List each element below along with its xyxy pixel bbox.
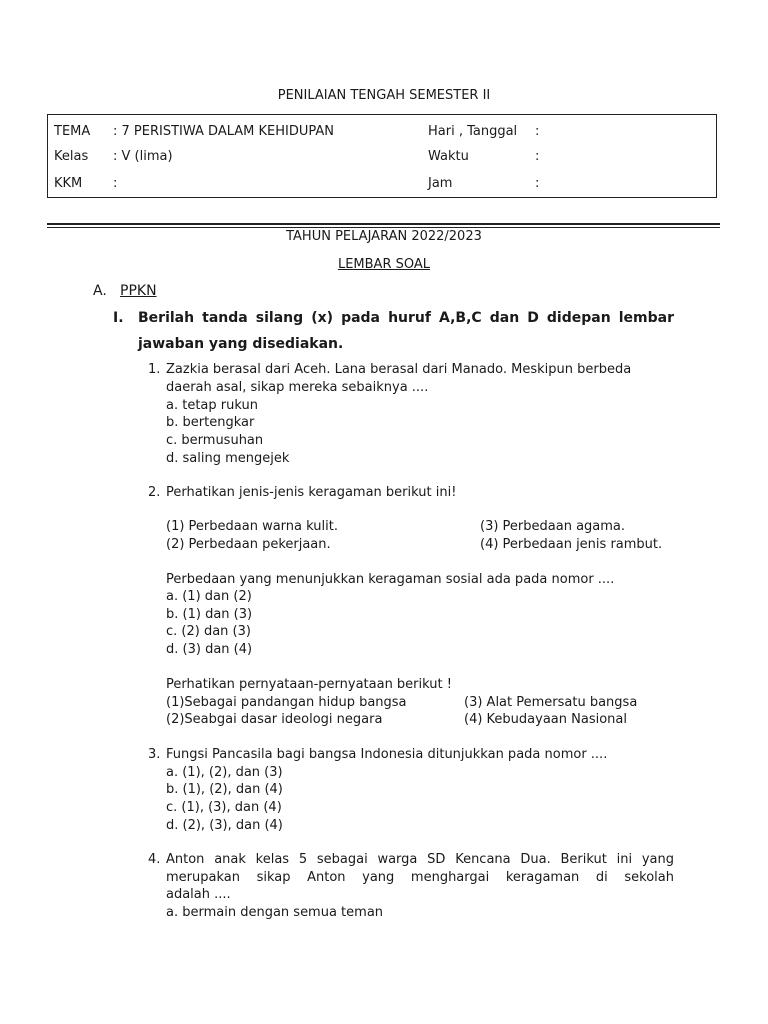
waktu-value: : (535, 149, 540, 164)
kelas-label: Kelas (54, 149, 89, 164)
q2-item-3: (3) Perbedaan agama. (480, 519, 626, 534)
q3-option-c: c. (1), (3), dan (4) (166, 800, 282, 815)
q3-option-b: b. (1), (2), dan (4) (166, 782, 283, 797)
q1-option-c: c. bermusuhan (166, 433, 264, 448)
tema-label: TEMA (54, 124, 91, 139)
q2-option-a: a. (1) dan (2) (166, 589, 252, 604)
q3-option-d: d. (2), (3), dan (4) (166, 818, 283, 833)
divider-bottom (47, 227, 720, 228)
q2-item-1: (1) Perbedaan warna kulit. (166, 519, 338, 534)
q2-intro: Perhatikan jenis-jenis keragaman berikut ini! (166, 485, 457, 500)
q4-text-line-3: adalah .... (166, 887, 231, 902)
sheet-title: LEMBAR SOAL (337, 257, 431, 272)
jam-label: Jam (428, 176, 453, 191)
instruction-line-1: Berilah tanda silang (x) pada huruf A,B,C dan D didepan lembar (138, 310, 674, 326)
kelas-value: : V (lima) (113, 149, 173, 164)
q1-number: 1. (148, 362, 161, 377)
q1-option-a: a. tetap rukun (166, 398, 258, 413)
statements-intro: Perhatikan pernyataan-pernyataan berikut ! (166, 677, 452, 692)
q1-option-d: d. saling mengejek (166, 451, 290, 466)
q1-text-line-1: Zazkia berasal dari Aceh. Lana berasal dari Manado. Meskipun berbeda (166, 362, 632, 377)
tema-value: : 7 PERISTIWA DALAM KEHIDUPAN (113, 124, 334, 139)
q2-option-c: c. (2) dan (3) (166, 624, 251, 639)
q4-text-line-1: Anton anak kelas 5 sebagai warga SD Kencana Dua. Berikut ini yang (166, 852, 674, 867)
q1-text-line-2: daerah asal, sikap mereka sebaiknya .... (166, 380, 429, 395)
q3-number: 3. (148, 747, 161, 762)
statement-3: (3) Alat Pemersatu bangsa (464, 695, 638, 710)
kkm-value: : (113, 176, 118, 191)
statement-4: (4) Kebudayaan Nasional (464, 712, 627, 727)
q2-option-b: b. (1) dan (3) (166, 607, 253, 622)
q2-option-d: d. (3) dan (4) (166, 642, 253, 657)
q4-number: 4. (148, 852, 161, 867)
q4-text-line-2: merupakan sikap Anton yang menghargai keragaman di sekolah (166, 870, 674, 885)
instruction-line-2: jawaban yang disediakan. (138, 336, 344, 352)
exam-title: PENILAIAN TENGAH SEMESTER II (277, 88, 491, 103)
hari-tanggal-value: : (535, 124, 540, 139)
q2-item-4: (4) Perbedaan jenis rambut. (480, 537, 663, 552)
divider-top (47, 223, 720, 225)
waktu-label: Waktu (428, 149, 469, 164)
q4-option-a: a. bermain dengan semua teman (166, 905, 384, 920)
school-year: TAHUN PELAJARAN 2022/2023 (286, 229, 482, 244)
statement-2: (2)Seabgai dasar ideologi negara (166, 712, 383, 727)
hari-tanggal-label: Hari , Tanggal (428, 124, 518, 139)
q2-question: Perbedaan yang menunjukkan keragaman sosial ada pada nomor .... (166, 572, 615, 587)
q1-option-b: b. bertengkar (166, 415, 255, 430)
section-letter: A. (93, 283, 107, 299)
q2-item-2: (2) Perbedaan pekerjaan. (166, 537, 331, 552)
statement-1: (1)Sebagai pandangan hidup bangsa (166, 695, 407, 710)
q3-option-a: a. (1), (2), dan (3) (166, 765, 283, 780)
q3-text: Fungsi Pancasila bagi bangsa Indonesia ditunjukkan pada nomor .... (166, 747, 608, 762)
part-number: I. (113, 310, 124, 326)
kkm-label: KKM (54, 176, 83, 191)
section-name: PPKN (120, 283, 157, 299)
jam-value: : (535, 176, 540, 191)
q2-number: 2. (148, 485, 161, 500)
